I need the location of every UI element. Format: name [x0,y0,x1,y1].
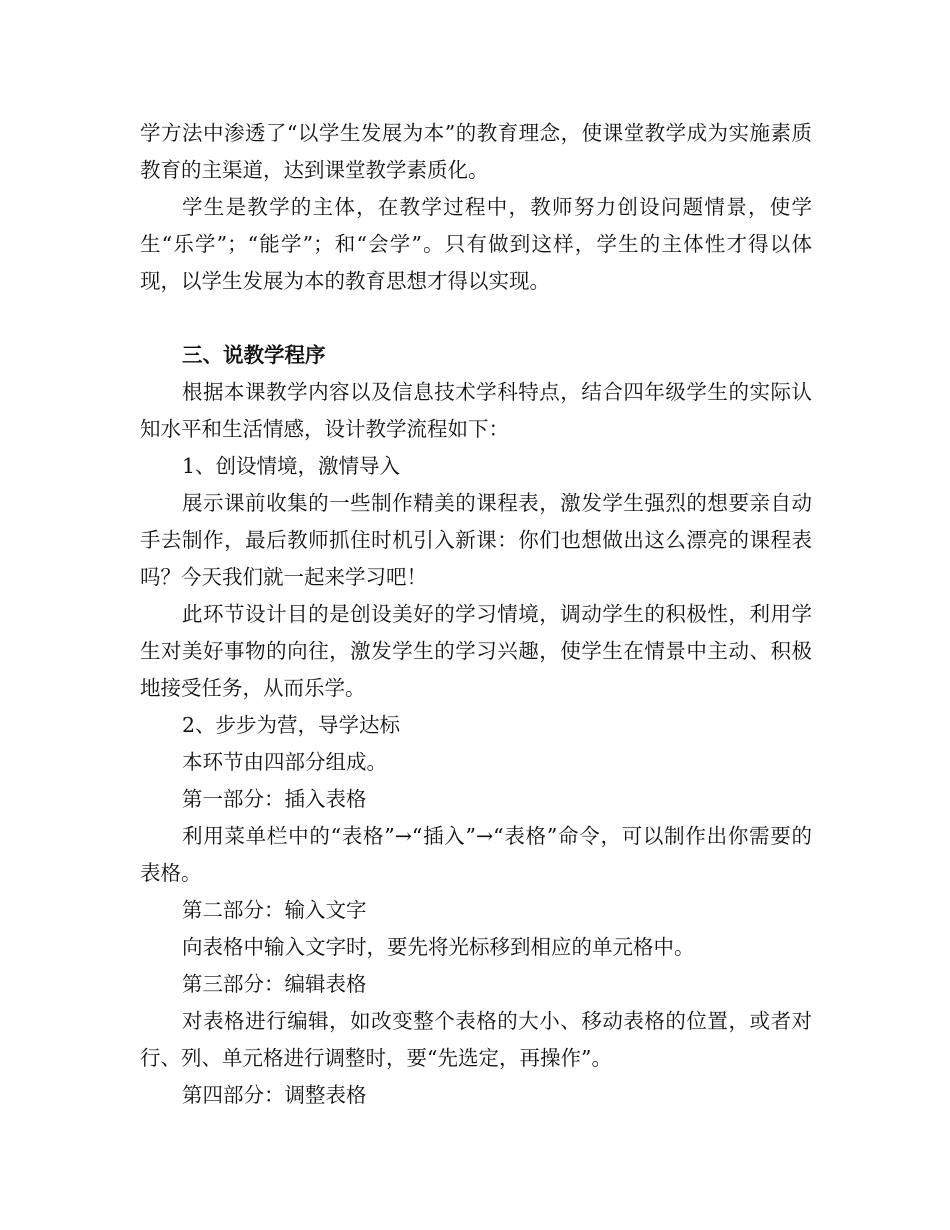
paragraph-insert-table: 利用菜单栏中的“表格”→“插入”→“表格”命令，可以制作出你需要的表格。 [140,824,812,885]
section-heading-teaching-procedure: 三、说教学程序 [182,343,326,367]
paragraph-step-1-display: 展示课前收集的一些制作精美的课程表，激发学生强烈的想要亲自动手去制作，最后教师抓住时机引入新课：你们也想做出这么漂亮的课程表吗？今天我们就一起来学习吧！ [140,491,812,589]
part-4-heading: 第四部分：调整表格 [182,1083,367,1107]
document-body [140,115,812,1114]
paragraph-four-parts: 本环节由四部分组成。 [182,750,387,774]
paragraph-continued-intro: 学方法中渗透了“以学生发展为本”的教育理念，使课堂教学成为实施素质教育的主渠道，达到课堂教学素质化。 [140,121,812,182]
step-2-heading: 2、步步为营，导学达标 [182,713,401,737]
step-1-heading: 1、创设情境，激情导入 [182,454,401,478]
paragraph-step-1-purpose: 此环节设计目的是创设美好的学习情境，调动学生的积极性，利用学生对美好事物的向往，激发学生的学习兴趣，使学生在情景中主动、积极地接受任务，从而乐学。 [140,602,812,700]
paragraph-input-text: 向表格中输入文字时，要先将光标移到相应的单元格中。 [182,935,695,959]
paragraph-student-subject: 学生是教学的主体，在教学过程中，教师努力创设问题情景，使学生“乐学”；“能学”；和“会学”。只有做到这样，学生的主体性才得以体现，以学生发展为本的教育思想才得以实现。 [140,195,812,293]
part-1-heading: 第一部分：插入表格 [182,787,367,811]
paragraph-procedure-basis: 根据本课教学内容以及信息技术学科特点，结合四年级学生的实际认知水平和生活情感，设计教学流程如下： [140,380,812,441]
part-3-heading: 第三部分：编辑表格 [182,972,367,996]
paragraph-edit-table: 对表格进行编辑，如改变整个表格的大小、移动表格的位置，或者对行、列、单元格进行调整时，要“先选定，再操作”。 [140,1009,812,1070]
part-2-heading: 第二部分：输入文字 [182,898,367,922]
